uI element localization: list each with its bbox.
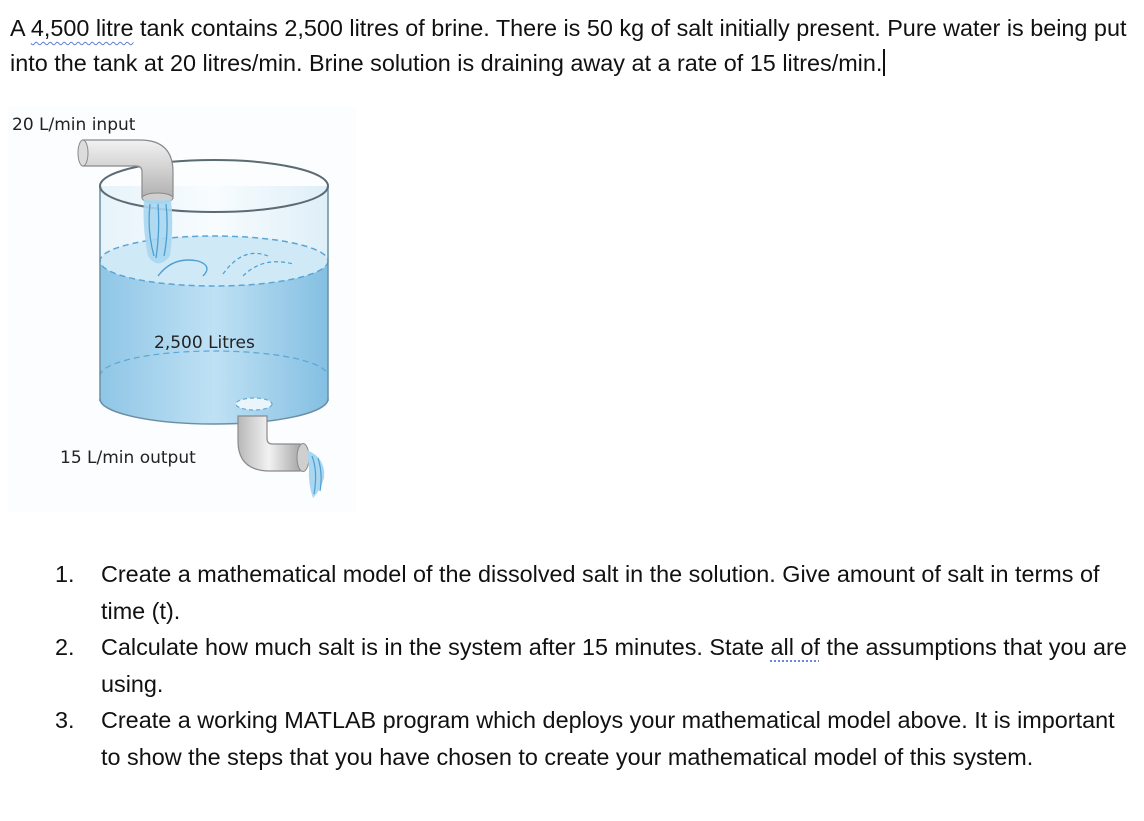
volume-label: 2,500 Litres [154, 333, 255, 353]
question-number: 3. [55, 707, 75, 733]
question-text: Create a working MATLAB program which deploys your mathematical model above. It is important to show the steps that you have chosen to create your mathematical model of this system. [101, 707, 1115, 770]
text-cursor [883, 49, 885, 76]
input-rate-label: 20 L/min input [12, 115, 136, 135]
question-1 [55, 556, 1140, 629]
outlet-opening [236, 398, 272, 410]
grammar-flagged-text: all of [770, 634, 820, 660]
question-list [55, 556, 1140, 775]
question-text-post: the assumptions that you are using. [101, 634, 1127, 697]
tank-illustration [8, 106, 356, 512]
problem-statement [10, 11, 1138, 81]
output-rate-label: 15 L/min output [60, 448, 196, 468]
question-text: Create a mathematical model of the dissolved salt in the solution. Give amount of salt in terms of time (t). [101, 561, 1100, 624]
tank-diagram [8, 106, 356, 512]
question-number: 2. [55, 634, 75, 660]
intro-post: tank contains 2,500 litres of brine. There is 50 kg of salt initially present. Pure water is being put into the tank at 20 litres/min. Brine solution is draining away at a rate of 15 litres/min. [10, 15, 1127, 76]
intro-pre: A [10, 15, 31, 41]
question-2 [55, 629, 1140, 702]
inlet-pipe-end [78, 140, 88, 166]
question-number: 1. [55, 561, 75, 587]
outlet-pipe-end [297, 444, 309, 472]
question-text-pre: Calculate how much salt is in the system after 15 minutes. State [101, 634, 771, 660]
question-3 [55, 702, 1140, 775]
tank-capacity-text: 4,500 litre [30, 15, 134, 41]
